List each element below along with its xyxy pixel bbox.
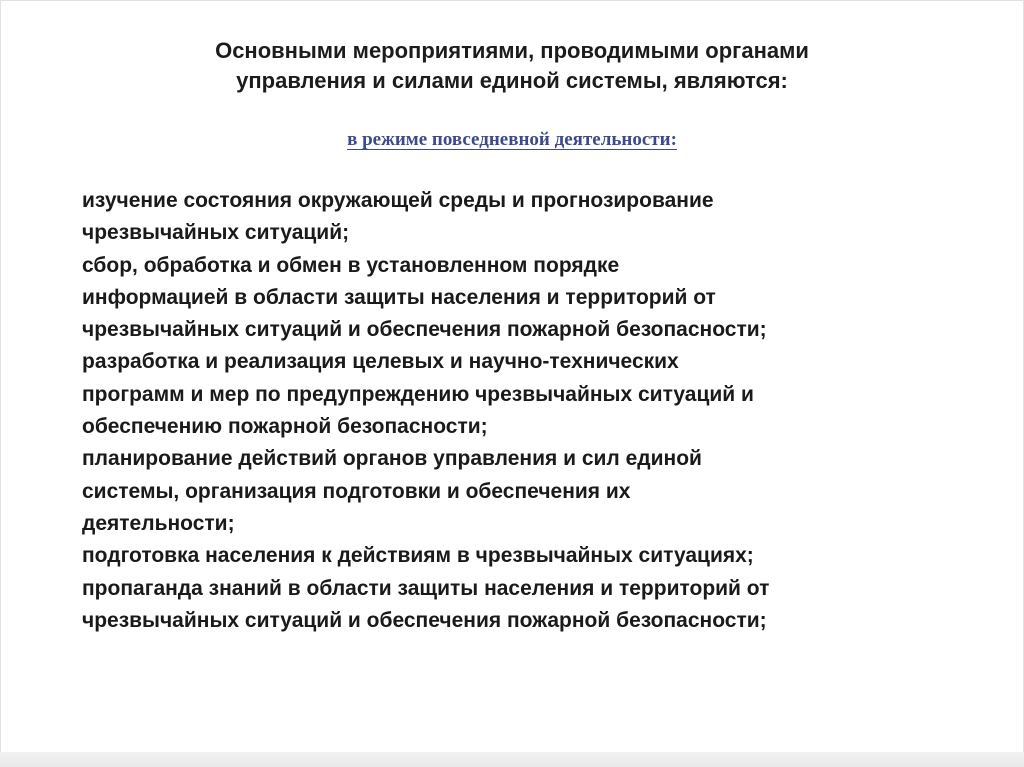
measure-line: программ и мер по предупреждению чрезвычайных ситуаций и: [82, 382, 754, 406]
slide-subtitle: [200, 127, 824, 153]
measure-line: чрезвычайных ситуаций и обеспечения пожарной безопасности;: [82, 608, 767, 632]
measure-line: планирование действий органов управления и сил единой: [82, 447, 702, 471]
measure-line: пропаганда знаний в области защиты населения и территорий от: [82, 576, 770, 600]
measure-line: информацией в области защиты населения и территорий от: [82, 285, 716, 309]
measure-line: чрезвычайных ситуаций и обеспечения пожарной безопасности;: [82, 318, 767, 342]
slide-bottom-edge: [0, 752, 1024, 767]
measures-list: [82, 185, 982, 637]
slide-title: [110, 36, 914, 96]
measure-line: сбор, обработка и обмен в установленном порядке: [82, 253, 620, 277]
measure-line: деятельности;: [82, 511, 235, 535]
measure-line: подготовка населения к действиям в чрезвычайных ситуациях;: [82, 544, 754, 568]
measure-line: системы, организация подготовки и обеспечения их: [82, 479, 631, 503]
measure-line: обеспечению пожарной безопасности;: [82, 415, 488, 439]
slide-title-line: Основными мероприятиями, проводимыми органами: [215, 38, 809, 63]
measure-line: изучение состояния окружающей среды и прогнозирование: [82, 189, 714, 212]
measure-line: разработка и реализация целевых и научно-технических: [82, 350, 679, 374]
slide-subtitle-text: в режиме повседневной деятельности:: [347, 129, 677, 150]
slide-title-line: управления и силами единой системы, являются:: [236, 68, 788, 93]
measure-line: чрезвычайных ситуаций;: [82, 221, 350, 245]
